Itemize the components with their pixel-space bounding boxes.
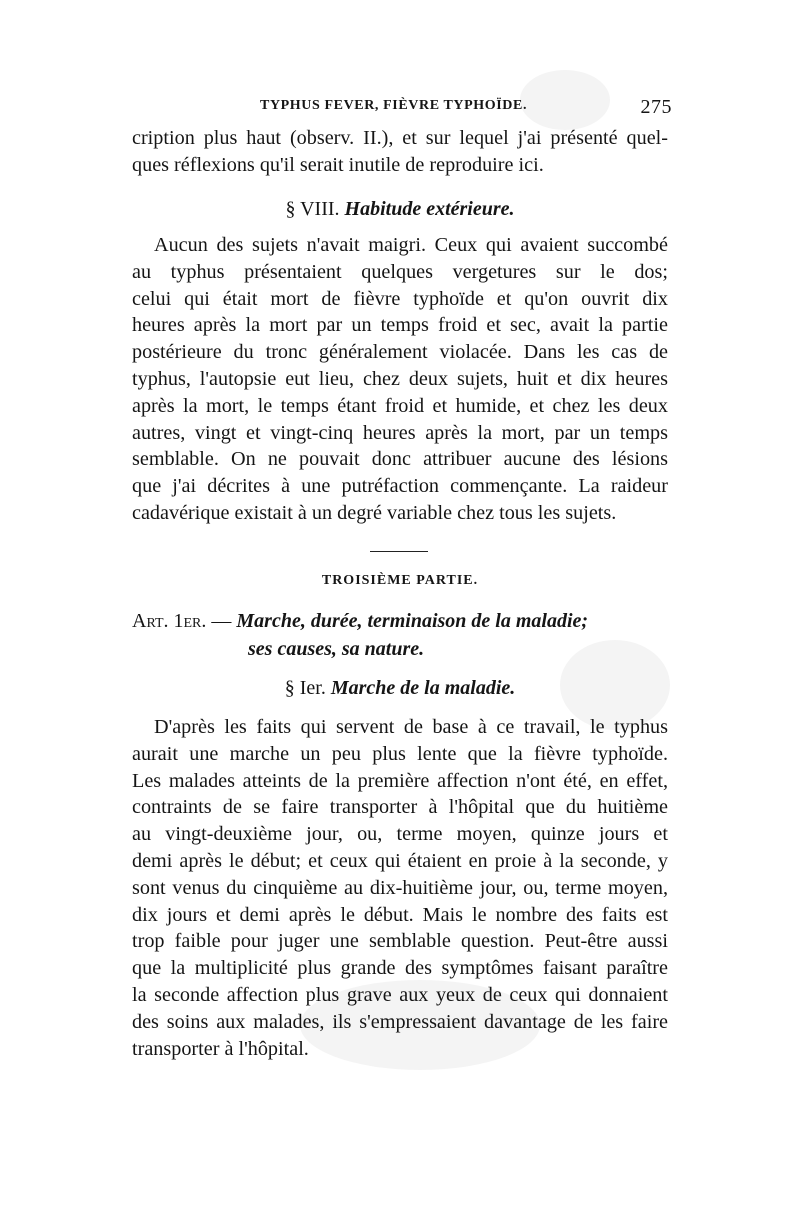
section-title: Marche de la maladie. <box>330 677 516 699</box>
paragraph-marche <box>132 714 668 1062</box>
part-title: TROISIÈME PARTIE. <box>321 573 479 588</box>
section-number: § Ier. <box>284 677 326 699</box>
section-title: Habitude extérieure. <box>344 198 515 220</box>
text-line: aurait une marche un peu plus lente que la fièvre typhoïde. <box>132 742 668 765</box>
text-line: que la multiplicité plus grande des symptômes faisant paraître <box>132 957 668 980</box>
text-line: des soins aux malades, ils s'empressaient davantage de les faire <box>132 1010 668 1033</box>
text-line: transporter à l'hôpital. <box>132 1037 309 1060</box>
text-line: que j'ai décrites à une putréfaction commençante. La raideur <box>132 475 668 498</box>
text-line: au vingt-deuxième jour, ou, terme moyen, quinze jours et <box>132 823 668 846</box>
text-line: au typhus présentaient quelques vergetures sur le dos; <box>132 260 668 283</box>
page-number: 275 <box>640 96 672 118</box>
text-line: celui qui était mort de fièvre typhoïde et qu'on ouvrit dix <box>132 287 668 310</box>
section-heading-i <box>132 677 668 700</box>
text-line: Aucun des sujets n'avait maigri. Ceux qui avaient succombé <box>154 234 668 256</box>
text-line: la seconde affection plus grave aux yeux de ceux qui donnaient <box>132 983 668 1006</box>
text-line: autres, vingt et vingt-cinq heures après la mort, par un temps <box>132 421 668 444</box>
text-line: contraints de se faire transporter à l'hôpital que du huitième <box>132 796 668 819</box>
text-line: heures après la mort par un temps froid et sec, avait la partie <box>132 314 668 337</box>
text-line: trop faible pour juger une semblable question. Peut-être aussi <box>132 930 668 953</box>
article-label: Art. 1er. — <box>132 610 232 632</box>
text-line: Les malades atteints de la première affection n'ont été, en effet, <box>132 769 668 792</box>
separator-rule <box>370 551 428 552</box>
text-line: cription plus haut (observ. II.), et sur lequel j'ai présenté quel- <box>132 127 668 149</box>
text-line: cadavérique existait à un degré variable chez tous les sujets. <box>132 501 617 524</box>
text-line: typhus, l'autopsie eut lieu, chez deux sujets, huit et dix heures <box>132 367 668 390</box>
text-line: sont venus du cinquième au dix-huitième jour, ou, terme moyen, <box>132 876 668 899</box>
text-line: ques réflexions qu'il serait inutile de reproduire ici. <box>132 153 544 176</box>
section-heading-viii <box>132 198 668 221</box>
article-heading <box>132 607 668 663</box>
text-line: après la mort, le temps étant froid et humide, et chez les deux <box>132 394 668 417</box>
text-line: demi après le début; et ceux qui étaient en proie à la seconde, y <box>132 849 668 872</box>
text-line: postérieure du tronc généralement violacée. Dans les cas de <box>132 341 668 364</box>
page-header <box>132 96 672 120</box>
text-line: semblable. On ne pouvait donc attribuer aucune des lésions <box>132 448 668 471</box>
section-number: § VIII. <box>285 198 340 220</box>
article-title-line-1: Marche, durée, terminaison de la maladie; <box>236 610 589 632</box>
paragraph-continuation <box>132 125 668 179</box>
text-line: D'après les faits qui servent de base à ce travail, le typhus <box>154 716 668 738</box>
article-title-line-2: ses causes, sa nature. <box>248 638 425 660</box>
paragraph-habitude <box>132 232 668 527</box>
text-line: dix jours et demi après le début. Mais le nombre des faits est <box>132 903 668 926</box>
running-head: TYPHUS FEVER, FIÈVRE TYPHOÏDE. <box>260 98 528 113</box>
